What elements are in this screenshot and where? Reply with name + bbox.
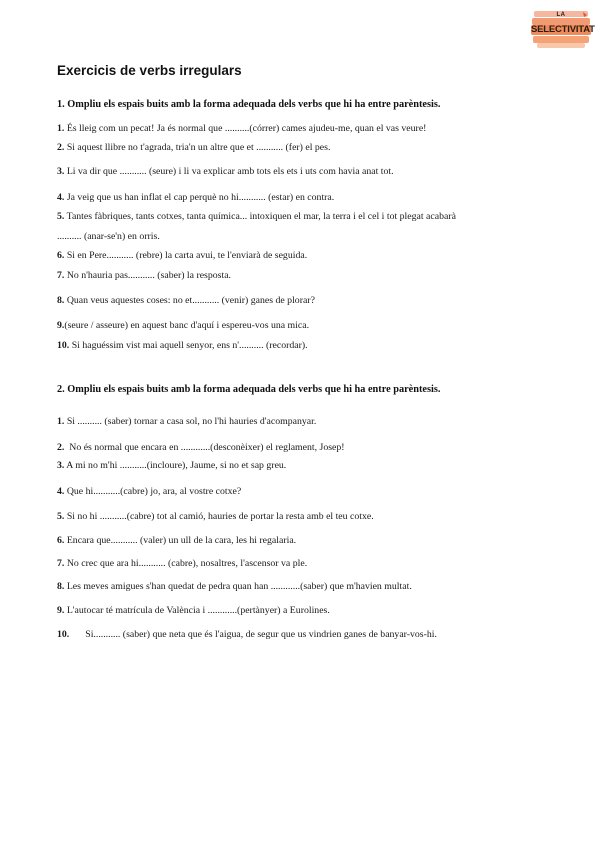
s2-item-5 — [57, 511, 374, 523]
s2-item-10 — [57, 629, 437, 641]
s2-item-8 — [57, 581, 412, 593]
s2-item-2-number: 2. — [57, 442, 65, 453]
section-1-heading: 1. Ompliu els espais buits amb la forma adequada dels verbs que hi ha entre parèntesis. — [57, 99, 441, 110]
s2-item-3-number: 3. — [57, 460, 65, 471]
s1-item-9-text: (seure / asseure) en aquest banc d'aquí i espereu-vos una mica. — [64, 320, 310, 331]
s1-item-5-continuation — [57, 231, 160, 243]
s1-item-3 — [57, 166, 394, 178]
s2-item-7 — [57, 558, 307, 570]
s1-item-2-text: Si aquest llibre no t'agrada, tria'n un altre que et ........... (fer) el pes. — [66, 142, 331, 153]
s1-item-8-text: Quan veus aquestes coses: no et........... (venir) ganes de plorar? — [66, 295, 315, 306]
s1-item-10-text: Si haguéssim vist mai aquell senyor, ens n'.......... (recordar). — [71, 340, 308, 351]
s1-item-8-number: 8. — [57, 295, 65, 306]
s1-item-5-number: 5. — [57, 211, 65, 222]
logo-word-text: SELECTIVITAT — [531, 24, 595, 35]
s2-item-10-text: Si........... (saber) que neta que és l'aigua, de segur que us vindrien ganes de banyar-vos-hi. — [85, 629, 437, 640]
s2-item-6-text: Encara que........... (valer) un ull de la cara, les hi regalaria. — [66, 535, 297, 546]
s2-item-1-number: 1. — [57, 416, 65, 427]
s2-item-10-number: 10. — [57, 629, 70, 640]
la-selectivitat-logo — [531, 10, 595, 50]
s1-item-4-text: Ja veig que us han inflat el cap perquè no hi........... (estar) en contra. — [66, 192, 335, 203]
s1-item-2 — [57, 142, 330, 154]
s1-item-6-text: Si en Pere........... (rebre) la carta avui, te l'enviarà de seguida. — [66, 250, 308, 261]
s2-item-5-number: 5. — [57, 511, 65, 522]
s2-item-1-text: Si .......... (saber) tornar a casa sol, no l'hi hauries d'acompanyar. — [66, 416, 317, 427]
s1-item-4 — [57, 192, 334, 204]
s2-item-7-text: No crec que ara hi........... (cabre), nosaltres, l'ascensor va ple. — [66, 558, 308, 569]
s2-item-2 — [57, 442, 345, 454]
s1-item-9-number: 9. — [57, 320, 65, 331]
s1-item-7-text: No n'hauria pas........... (saber) la resposta. — [66, 270, 231, 281]
s1-item-9 — [57, 320, 309, 332]
s2-item-8-text: Les meves amigues s'han quedat de pedra quan han ............(saber) que m'havien multat. — [66, 581, 412, 592]
s2-item-4 — [57, 486, 241, 498]
s1-item-5b-text: .......... (anar-se'n) en orris. — [57, 231, 160, 242]
s2-item-6-number: 6. — [57, 535, 65, 546]
s1-item-6-number: 6. — [57, 250, 65, 261]
s1-item-3-number: 3. — [57, 166, 65, 177]
s2-item-1 — [57, 416, 316, 428]
s2-item-7-number: 7. — [57, 558, 65, 569]
s1-item-10 — [57, 340, 308, 352]
s2-item-4-text: Que hi...........(cabre) jo, ara, al vostre cotxe? — [66, 486, 242, 497]
s1-item-10-number: 10. — [57, 340, 70, 351]
s1-item-7 — [57, 270, 231, 282]
s2-item-2-text: No és normal que encara en ............(desconèixer) el reglament, Josep! — [69, 442, 345, 453]
s2-item-8-number: 8. — [57, 581, 65, 592]
s1-item-1-text: És lleig com un pecat! Ja és normal que ..........(córrer) cames ajudeu-me, quan el vas veure! — [66, 123, 427, 134]
s1-item-2-number: 2. — [57, 142, 65, 153]
s1-item-8 — [57, 295, 315, 307]
page-title: Exercicis de verbs irregulars — [57, 63, 242, 78]
s1-item-5 — [57, 211, 456, 223]
logo-small-text: LA — [556, 12, 566, 18]
s1-item-3-text: Li va dir que ........... (seure) i li va explicar amb tots els ets i uts com havia anat tot. — [66, 166, 394, 177]
s1-item-5-text: Tantes fàbriques, tants cotxes, tanta química... intoxiquen el mar, la terra i el cel i tot plegat acabarà — [66, 211, 456, 222]
s2-item-5-text: Si no hi ...........(cabre) tot al camió, hauries de portar la resta amb el teu cotxe. — [66, 511, 374, 522]
s1-item-1 — [57, 123, 426, 135]
s2-item-9 — [57, 605, 330, 617]
s2-item-6 — [57, 535, 296, 547]
s1-item-6 — [57, 250, 307, 262]
s2-item-3-text: A mi no m'hi ...........(incloure), Jaume, si no et sap greu. — [66, 460, 287, 471]
s1-item-7-number: 7. — [57, 270, 65, 281]
s2-item-3 — [57, 460, 286, 472]
s2-item-4-number: 4. — [57, 486, 65, 497]
section-2-heading: 2. Ompliu els espais buits amb la forma adequada dels verbs que hi ha entre parèntesis. — [57, 384, 441, 395]
s2-item-9-text: L'autocar té matrícula de València i ............(pertànyer) a Eurolines. — [66, 605, 330, 616]
s2-item-9-number: 9. — [57, 605, 65, 616]
s1-item-1-number: 1. — [57, 123, 65, 134]
s1-item-4-number: 4. — [57, 192, 65, 203]
